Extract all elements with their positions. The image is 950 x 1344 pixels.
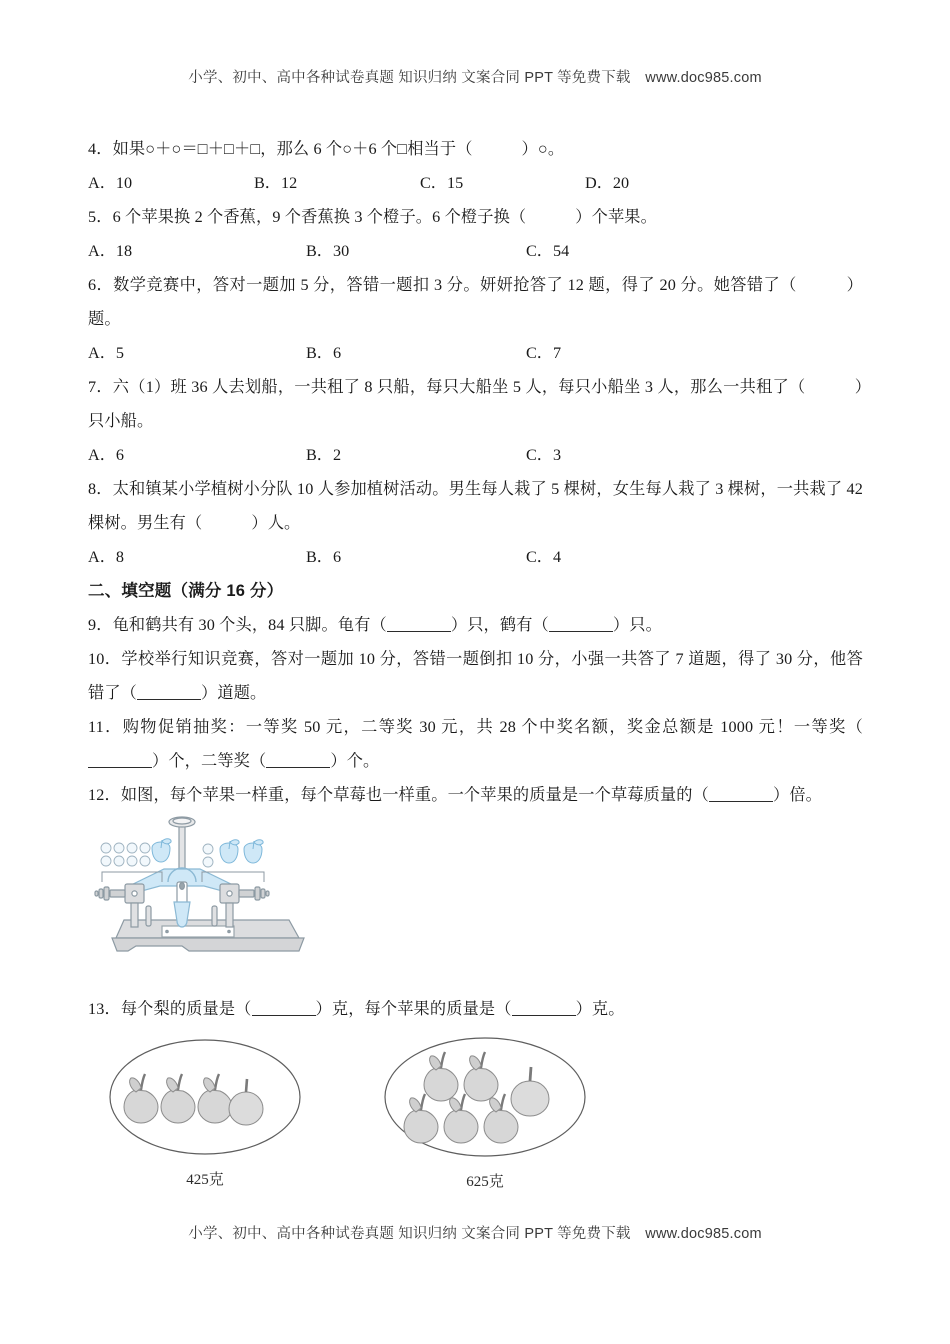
answer-blank-wrong-count[interactable] [137,685,201,700]
question-12-part2: ）倍。 [772,786,822,804]
option-b[interactable]: B．6 [306,548,342,566]
question-7-options [88,438,863,472]
question-9-part1: 9．龟和鹤共有 30 个头，84 只脚。龟有（ [88,616,387,634]
answer-blank-apple-multiple[interactable] [709,787,773,802]
option-a[interactable]: A．8 [88,548,124,566]
question-4-options [88,166,863,200]
question-11-part3: ）个。 [330,752,380,770]
option-c[interactable]: C．54 [526,242,570,260]
question-9 [88,608,863,642]
option-c[interactable]: C．3 [526,446,562,464]
answer-blank-first-prize[interactable] [88,753,152,768]
question-13 [88,992,863,1026]
balance-scale-icon [94,816,394,966]
left-pan-items [101,839,171,866]
answer-blank-turtles[interactable] [387,617,451,632]
right-pan-items [203,840,263,867]
question-7: 7．六（1）班 36 人去划船，一共租了 8 只船，每只大船坐 5 人，每只小船坐 3 人，那么一共租了（ ）只小船。 [88,378,863,430]
question-9-part3: ）只。 [612,616,662,634]
question-6: 6．数学竞赛中，答对一题加 5 分，答错一题扣 3 分。妍妍抢答了 12 题，得了 20 分。她答错了（ ）题。 [88,276,863,328]
option-b[interactable]: B．12 [254,174,298,192]
answer-blank-cranes[interactable] [549,617,613,632]
option-c[interactable]: C．15 [420,174,464,192]
right-oval-caption: 625克 [466,1174,504,1190]
question-5: 5．6 个苹果换 2 个香蕉，9 个香蕉换 3 个橙子。6 个橙子换（ ）个苹果。 [88,208,657,226]
question-10-part1: 10．学校举行知识竞赛，答对一题加 10 分，答错一题倒扣 10 分，小强一共答了 7 道题，得了 30 分，他答错了（ [88,650,863,702]
option-c[interactable]: C．7 [526,344,562,362]
answer-blank-second-prize[interactable] [266,753,330,768]
balance-scale-figure [94,816,394,966]
option-a[interactable]: A．18 [88,242,133,260]
content-column [88,132,863,1202]
option-b[interactable]: B．2 [306,446,342,464]
question-11-part1: 11．购物促销抽奖：一等奖 50 元，二等奖 30 元，共 28 个中奖名额，奖金总额是 1000 元！一等奖（ [88,718,863,736]
watermark-bottom: 小学、初中、高中各种试卷真题 知识归纳 文案合同 PPT 等免费下载 www.doc985.com [188,1226,762,1242]
question-4: 4．如果○＋○＝□＋□＋□，那么 6 个○＋6 个□相当于（ ）○。 [88,140,565,158]
answer-blank-pear-mass[interactable] [252,1001,316,1016]
question-10 [88,642,863,710]
question-6-options [88,336,863,370]
watermark-top: 小学、初中、高中各种试卷真题 知识归纳 文案合同 PPT 等免费下载 www.doc985.com [188,70,762,86]
fruit-weight-figure [98,1032,658,1202]
question-12-part1: 12．如图，每个苹果一样重，每个草莓也一样重。一个苹果的质量是一个草莓质量的（ [88,786,709,804]
option-b[interactable]: B．6 [306,344,342,362]
section-heading-fill-in-blank: 二、填空题（满分 16 分） [88,582,284,600]
question-8: 8．太和镇某小学植树小分队 10 人参加植树活动。男生每人栽了 5 棵树，女生每人栽了 3 棵树，一共栽了 42 棵树。男生有（ ）人。 [88,480,863,532]
left-oval-caption: 425克 [186,1172,224,1188]
question-13-part3: ）克。 [575,1000,625,1018]
option-a[interactable]: A．5 [88,344,124,362]
option-a[interactable]: A．6 [88,446,124,464]
answer-blank-apple-mass[interactable] [512,1001,576,1016]
option-b[interactable]: B．30 [306,242,350,260]
question-9-part2: ）只，鹤有（ [450,616,549,634]
question-10-part2: ）道题。 [201,684,267,702]
question-11-part2: ）个，二等奖（ [152,752,267,770]
question-11 [88,710,863,778]
question-8-options [88,540,863,574]
option-c[interactable]: C．4 [526,548,562,566]
question-13-part1: 13．每个梨的质量是（ [88,1000,252,1018]
question-13-part2: ）克，每个苹果的质量是（ [315,1000,512,1018]
question-5-options [88,234,863,268]
question-12 [88,778,863,812]
option-d[interactable]: D．20 [585,174,630,192]
option-a[interactable]: A．10 [88,174,133,192]
